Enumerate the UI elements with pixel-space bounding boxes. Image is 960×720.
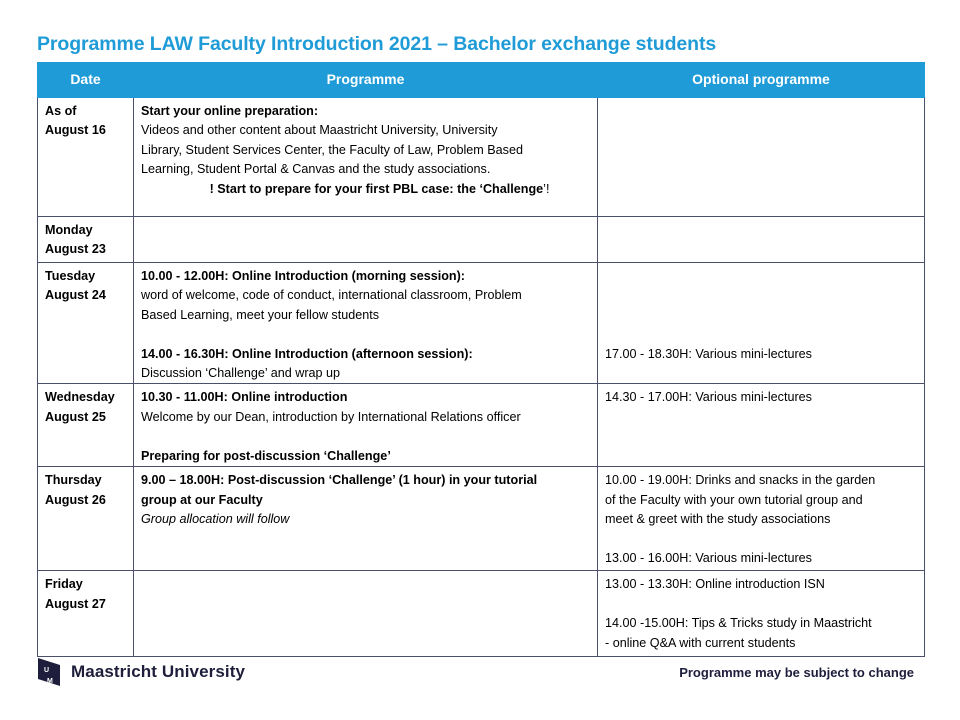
page-title: Programme LAW Faculty Introduction 2021 – Bachelor exchange students [37,33,717,55]
date-day: Thursday [45,473,102,488]
programme-note [141,180,590,199]
date-day: Tuesday [45,269,96,283]
table-row [38,467,925,571]
date-date: August 25 [45,409,106,424]
optional-text: 10.00 - 19.00H: Drinks and snacks in the garden [605,473,876,488]
session-text: Based Learning, meet your fellow students [141,307,380,322]
session-footer: Preparing for post-discussion ‘Challenge’ [141,448,391,463]
date-cell [38,571,134,657]
optional-cell [598,384,925,467]
programme-note-end: ’! [543,181,550,196]
disclaimer-note: Programme may be subject to change [679,665,914,680]
header-optional-programme: Optional programme [598,63,925,98]
session-heading: 10.30 - 11.00H: Online introduction [141,390,348,405]
session-heading: 14.00 - 16.30H: Online Introduction (afternoon session): [141,346,473,361]
table-row [38,217,925,263]
optional-text: 14.00 -15.00H: Tips & Tricks study in Maastricht [605,616,872,631]
university-name: Maastricht University [71,662,246,681]
programme-cell [134,263,598,384]
optional-text: 17.00 - 18.30H: Various mini-lectures [605,346,812,361]
programme-table [37,62,925,657]
date-date: August 26 [45,492,106,507]
session-text: Welcome by our Dean, introduction by International Relations officer [141,409,521,424]
svg-text:U: U [44,667,50,674]
programme-text: Learning, Student Portal & Canvas and the study associations. [141,162,491,177]
table-row [38,263,925,384]
date-day: As of [45,104,77,118]
programme-text: Videos and other content about Maastricht University, University [141,123,498,138]
session-text: Discussion ‘Challenge’ and wrap up [141,366,341,381]
optional-cell [598,263,925,384]
programme-cell [134,98,598,217]
date-cell [38,384,134,467]
table-row [38,571,925,657]
optional-text: of the Faculty with your own tutorial group and [605,492,863,507]
university-logo [37,657,245,687]
programme-cell [134,467,598,571]
session-heading: 9.00 – 18.00H: Post-discussion ‘Challenge’ (1 hour) in your tutorial [141,473,538,488]
optional-text: 13.00 - 16.00H: Various mini-lectures [605,551,812,566]
date-date: August 27 [45,596,106,611]
optional-cell [598,98,925,217]
table-row [38,384,925,467]
date-date: August 16 [45,123,106,138]
programme-cell [134,384,598,467]
svg-text:M: M [47,678,53,685]
programme-text: Library, Student Services Center, the Faculty of Law, Problem Based [141,142,523,157]
optional-text: 14.30 - 17.00H: Various mini-lectures [605,390,812,405]
optional-text: 13.00 - 13.30H: Online introduction ISN [605,577,825,592]
um-logo-icon [37,657,61,687]
session-text: word of welcome, code of conduct, international classroom, Problem [141,288,522,303]
date-day: Wednesday [45,390,115,405]
programme-cell [134,571,598,657]
header-programme: Programme [134,63,598,98]
table-row [38,98,925,217]
date-day: Friday [45,577,83,592]
header-date: Date [38,63,134,98]
date-cell [38,467,134,571]
optional-cell [598,571,925,657]
date-date: August 24 [45,288,106,303]
optional-text: meet & greet with the study associations [605,512,831,527]
optional-cell [598,467,925,571]
optional-cell [598,217,925,263]
date-cell [38,98,134,217]
date-date: August 23 [45,242,106,257]
date-day: Monday [45,223,93,237]
optional-text: - online Q&A with current students [605,635,796,650]
session-heading: 10.00 - 12.00H: Online Introduction (morning session): [141,269,465,283]
programme-cell [134,217,598,263]
session-heading: group at our Faculty [141,492,263,507]
table-header-row [38,63,925,98]
date-cell [38,263,134,384]
programme-heading: Start your online preparation: [141,104,319,118]
date-cell [38,217,134,263]
session-note: Group allocation will follow [141,512,290,527]
programme-note-bold: ! Start to prepare for your first PBL case: the ‘Challenge [209,181,544,196]
